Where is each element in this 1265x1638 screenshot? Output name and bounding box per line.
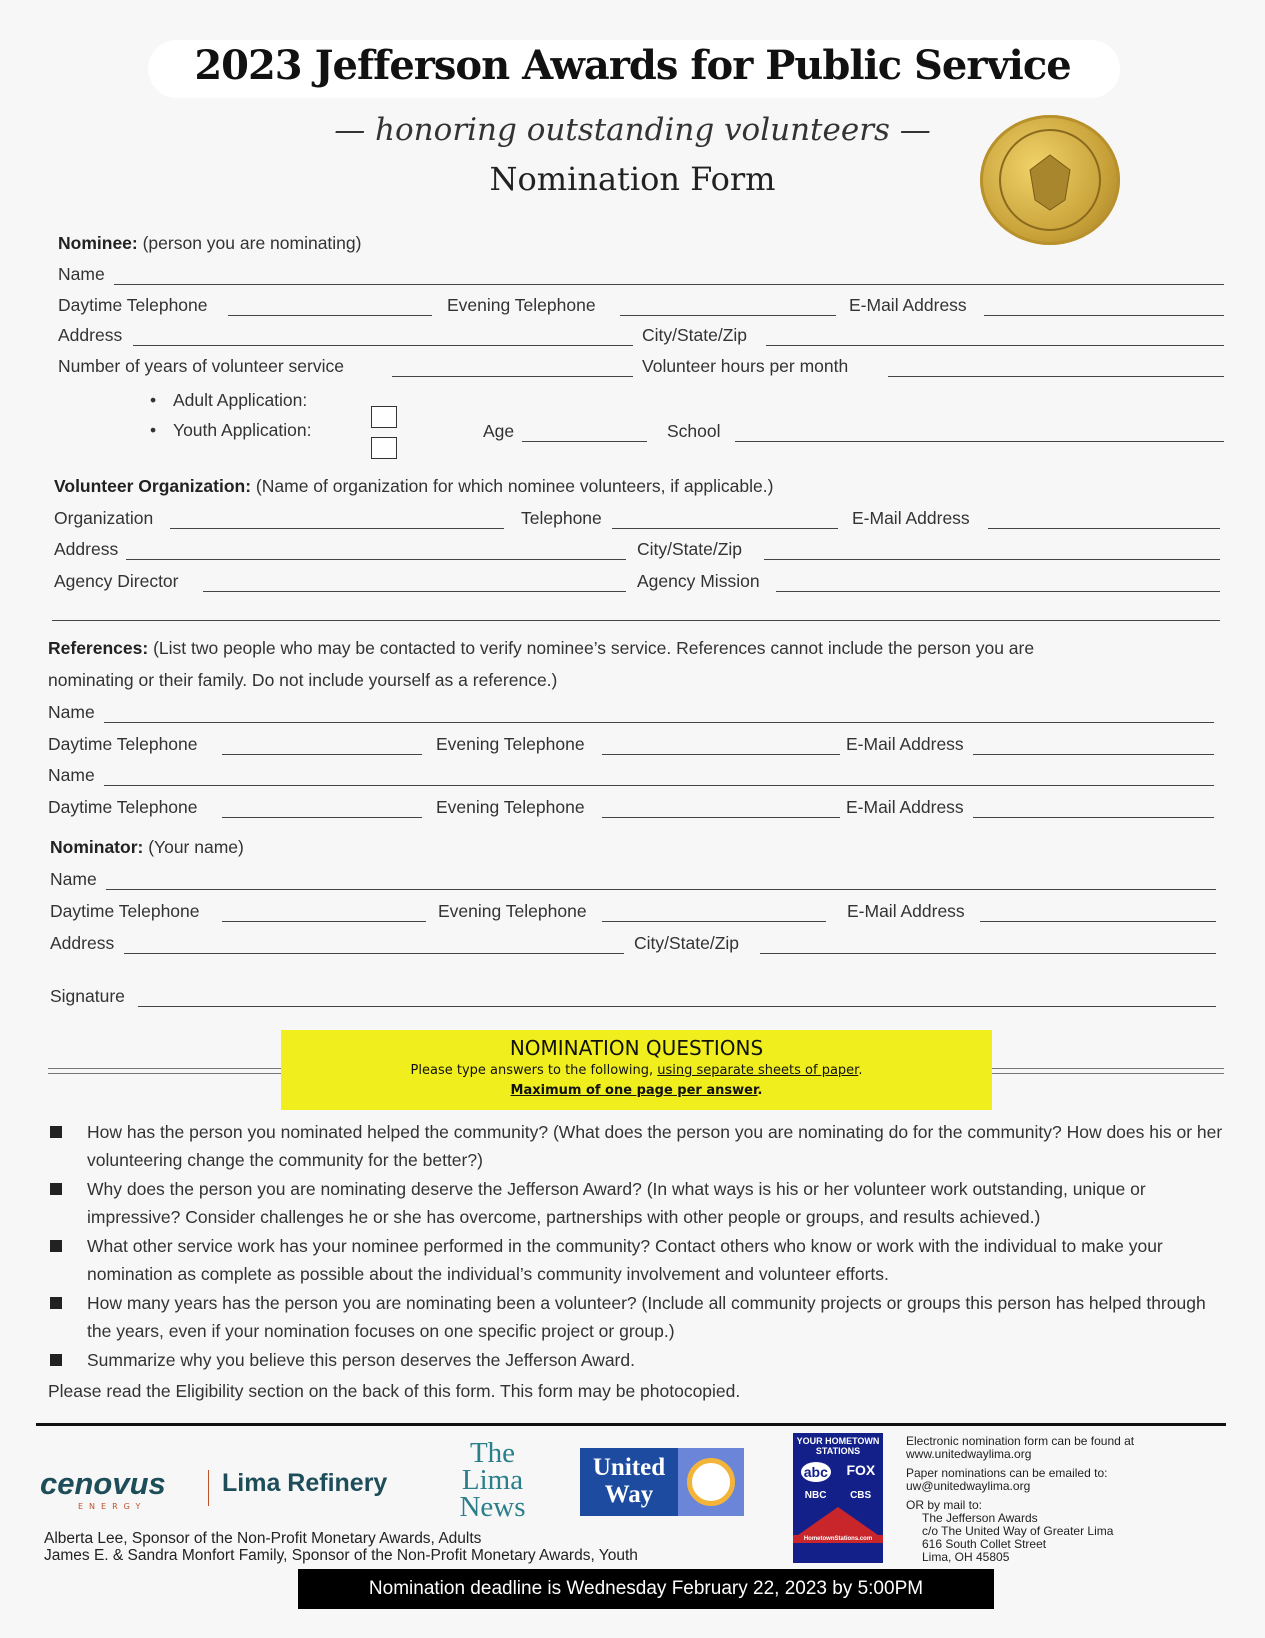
reference2-email-label: E-Mail Address <box>846 797 964 817</box>
abc-logo: abc <box>801 1462 831 1482</box>
nominator-signature-label: Signature <box>50 986 125 1006</box>
cenovus-logo: cenovus <box>40 1466 166 1501</box>
reference1-daytime-label: Daytime Telephone <box>48 734 198 754</box>
nominator-name-field[interactable] <box>106 889 1216 890</box>
question-item: How many years has the person you are nominating been a volunteer? (Include all community projects or groups this person has helped through the years, even if your nomination focuses on one specific project or group.) <box>87 1293 1206 1341</box>
lima-news-line: News <box>459 1491 526 1523</box>
nominee-daytime-field[interactable] <box>228 315 432 316</box>
youth-application-checkbox[interactable] <box>371 437 397 459</box>
references-note: (List two people who may be contacted to verify nominee’s service. References cannot include the person you are <box>153 638 1035 658</box>
nominator-daytime-field[interactable] <box>222 921 426 922</box>
question-row <box>48 1289 1233 1345</box>
question-item: Summarize why you believe this person deserves the Jefferson Award. <box>87 1350 635 1370</box>
question-row <box>48 1175 1233 1231</box>
nominee-school-field[interactable] <box>735 441 1224 442</box>
stations-title: YOUR HOMETOWN STATIONS <box>796 1436 880 1456</box>
organization-mission-label: Agency Mission <box>637 571 760 591</box>
organization-telephone-label: Telephone <box>521 508 602 528</box>
jefferson-awards-medal-logo <box>980 115 1120 245</box>
references-heading <box>48 637 1034 659</box>
divider <box>48 1068 283 1074</box>
nominator-heading-label: Nominator: <box>50 837 144 857</box>
questions-instruction: Please type answers to the following, using separate sheets of paper. <box>410 1063 863 1078</box>
reference2-evening-label: Evening Telephone <box>436 797 585 817</box>
eligibility-note: Please read the Eligibility section on the back of this form. This form may be photocopied. <box>48 1381 741 1401</box>
organization-mission-field[interactable] <box>776 591 1220 592</box>
nominee-name-field[interactable] <box>114 284 1224 285</box>
fox-logo: FOX <box>846 1462 876 1478</box>
nominee-note: (person you are nominating) <box>142 233 362 253</box>
contact-website[interactable]: www.unitedwaylima.org <box>906 1447 1032 1461</box>
nominee-city-field[interactable] <box>766 345 1224 346</box>
nominee-years-label: Number of years of volunteer service <box>58 356 344 376</box>
nominee-age-label: Age <box>483 421 515 441</box>
contact-line: OR by mail to: <box>906 1498 983 1512</box>
nbc-logo: NBC <box>804 1490 827 1501</box>
reference1-email-label: E-Mail Address <box>846 734 964 754</box>
nominator-signature-field[interactable] <box>138 1006 1216 1007</box>
youth-application-label: Youth Application: <box>173 420 312 440</box>
max-page-text: Maximum of one page per answer <box>510 1083 758 1098</box>
square-bullet-icon <box>50 1297 62 1309</box>
sponsor-adults: Alberta Lee, Sponsor of the Non-Profit Monetary Awards, Adults <box>44 1530 482 1547</box>
deadline-banner: Nomination deadline is Wednesday February 22, 2023 by 5:00PM <box>298 1569 994 1609</box>
subtitle: — honoring outstanding volunteers — <box>334 112 931 148</box>
contact-address: The Jefferson Awards <box>922 1511 1038 1525</box>
nominator-evening-field[interactable] <box>602 921 826 922</box>
stations-site: HometownStations.com <box>793 1535 883 1543</box>
organization-email-label: E-Mail Address <box>852 508 970 528</box>
contact-address: 616 South Collet Street <box>922 1537 1047 1551</box>
nominee-hours-label: Volunteer hours per month <box>642 356 849 376</box>
nominee-name-label: Name <box>58 264 105 284</box>
question-item: Why does the person you are nominating deserve the Jefferson Award? (In what ways is his or her volunteer work outstanding, unique or impressive? Consider challenges he or she has overcome, partnerships with other people or groups, and results achieved.) <box>87 1179 1146 1227</box>
united-way-hand-icon <box>678 1448 744 1516</box>
reference2-name-field[interactable] <box>104 785 1214 786</box>
organization-name-label: Organization <box>54 508 154 528</box>
lima-news-logo <box>455 1437 530 1523</box>
form-title: Nomination Form <box>489 160 776 198</box>
nominee-daytime-label: Daytime Telephone <box>58 295 208 315</box>
questions-max: Maximum of one page per answer. <box>510 1083 763 1098</box>
nominee-school-label: School <box>667 421 721 441</box>
square-bullet-icon <box>50 1183 62 1195</box>
organization-note: (Name of organization for which nominee volunteers, if applicable.) <box>255 476 774 496</box>
organization-city-label: City/State/Zip <box>637 539 743 559</box>
organization-email-field[interactable] <box>988 528 1220 529</box>
bullet-icon: • <box>150 390 157 410</box>
united-way-text: Way <box>604 1481 654 1508</box>
organization-address-label: Address <box>54 539 119 559</box>
reference2-daytime-field[interactable] <box>222 817 422 818</box>
nominee-evening-label: Evening Telephone <box>447 295 596 315</box>
nominator-email-field[interactable] <box>980 921 1216 922</box>
questions-title: NOMINATION QUESTIONS <box>509 1036 764 1060</box>
contact-address: Lima, OH 45805 <box>922 1550 1010 1564</box>
nominator-daytime-label: Daytime Telephone <box>50 901 200 921</box>
organization-extra-line[interactable] <box>52 620 1220 621</box>
adult-application-label: Adult Application: <box>173 390 308 410</box>
square-bullet-icon <box>50 1240 62 1252</box>
nominee-years-field[interactable] <box>392 376 633 377</box>
nominee-evening-field[interactable] <box>620 315 836 316</box>
contact-line: Electronic nomination form can be found at <box>906 1434 1135 1448</box>
reference2-evening-field[interactable] <box>602 817 840 818</box>
organization-heading-label: Volunteer Organization: <box>54 476 252 496</box>
page-title: 2023 Jefferson Awards for Public Service <box>194 42 1071 89</box>
separate-sheets-text: using separate sheets of paper <box>657 1063 859 1078</box>
reference2-daytime-label: Daytime Telephone <box>48 797 198 817</box>
adult-application-checkbox[interactable] <box>371 406 397 428</box>
nominator-city-field[interactable] <box>760 953 1216 954</box>
lima-refinery-logo: Lima Refinery <box>222 1469 388 1497</box>
nominee-heading-label: Nominee: <box>58 233 138 253</box>
contact-address: c/o The United Way of Greater Lima <box>922 1524 1114 1538</box>
nominee-heading <box>58 232 361 254</box>
nominator-address-label: Address <box>50 933 115 953</box>
square-bullet-icon <box>50 1354 62 1366</box>
divider <box>990 1068 1224 1074</box>
nominator-email-label: E-Mail Address <box>847 901 965 921</box>
question-row <box>48 1118 1233 1174</box>
reference1-name-field[interactable] <box>104 722 1214 723</box>
questions-list <box>48 1118 1233 1402</box>
lima-news-line: Lima <box>461 1464 524 1496</box>
cenovus-energy-text: ENERGY <box>78 1502 147 1511</box>
references-heading-label: References: <box>48 638 149 658</box>
stations-triangle <box>798 1507 878 1535</box>
nominator-name-label: Name <box>50 869 97 889</box>
question-row <box>48 1232 1233 1288</box>
lima-news-line: The <box>469 1437 516 1469</box>
nominator-heading <box>50 836 244 858</box>
square-bullet-icon <box>50 1126 62 1138</box>
organization-telephone-field[interactable] <box>612 528 838 529</box>
nominee-email-field[interactable] <box>984 315 1224 316</box>
question-row <box>48 1346 1233 1374</box>
nominee-age-field[interactable] <box>522 441 647 442</box>
nominator-city-label: City/State/Zip <box>634 933 740 953</box>
question-item: What other service work has your nominee performed in the community? Contact others who know or work with the individual to make your nomination as complete as possible about the individual’s community involvement and volunteer efforts. <box>87 1236 1163 1284</box>
contact-line: Paper nominations can be emailed to: <box>906 1466 1108 1480</box>
sponsors <box>44 1530 638 1564</box>
nominee-city-label: City/State/Zip <box>642 325 748 345</box>
nominator-note: (Your name) <box>148 837 244 857</box>
reference1-evening-field[interactable] <box>602 754 840 755</box>
footer-divider <box>36 1423 1226 1426</box>
united-way-logo <box>580 1448 744 1516</box>
organization-heading <box>54 475 773 497</box>
nominee-email-label: E-Mail Address <box>849 295 967 315</box>
logo-divider <box>208 1470 209 1506</box>
reference1-evening-label: Evening Telephone <box>436 734 585 754</box>
bullet-icon: • <box>150 420 157 440</box>
nominator-evening-label: Evening Telephone <box>438 901 587 921</box>
reference2-name-label: Name <box>48 765 95 785</box>
organization-city-field[interactable] <box>764 559 1220 560</box>
cbs-logo: CBS <box>850 1490 872 1501</box>
nomination-questions-box <box>281 1030 992 1110</box>
reference1-daytime-field[interactable] <box>222 754 422 755</box>
reference1-name-label: Name <box>48 702 95 722</box>
nominee-hours-field[interactable] <box>888 376 1224 377</box>
reference2-email-field[interactable] <box>973 817 1214 818</box>
hometown-stations-logo <box>793 1433 883 1563</box>
united-way-text: United <box>592 1454 666 1481</box>
organization-director-label: Agency Director <box>54 571 179 591</box>
organization-address-field[interactable] <box>126 559 626 560</box>
question-item: How has the person you nominated helped the community? (What does the person you are nominating do for the community? How does his or her volunteering change the community for the better?) <box>87 1122 1223 1170</box>
organization-director-field[interactable] <box>203 591 626 592</box>
contact-email[interactable]: uw@unitedwaylima.org <box>906 1479 1031 1493</box>
nominee-address-field[interactable] <box>133 345 633 346</box>
nominee-address-label: Address <box>58 325 123 345</box>
references-note-cont: nominating or their family. Do not include yourself as a reference.) <box>48 670 558 690</box>
nominator-address-field[interactable] <box>124 953 624 954</box>
sponsor-youth: James E. & Sandra Monfort Family, Sponsor of the Non-Profit Monetary Awards, Youth <box>44 1547 638 1564</box>
reference1-email-field[interactable] <box>973 754 1214 755</box>
questions-instruction-text: Please type answers to the following, <box>410 1063 658 1078</box>
organization-name-field[interactable] <box>170 528 504 529</box>
